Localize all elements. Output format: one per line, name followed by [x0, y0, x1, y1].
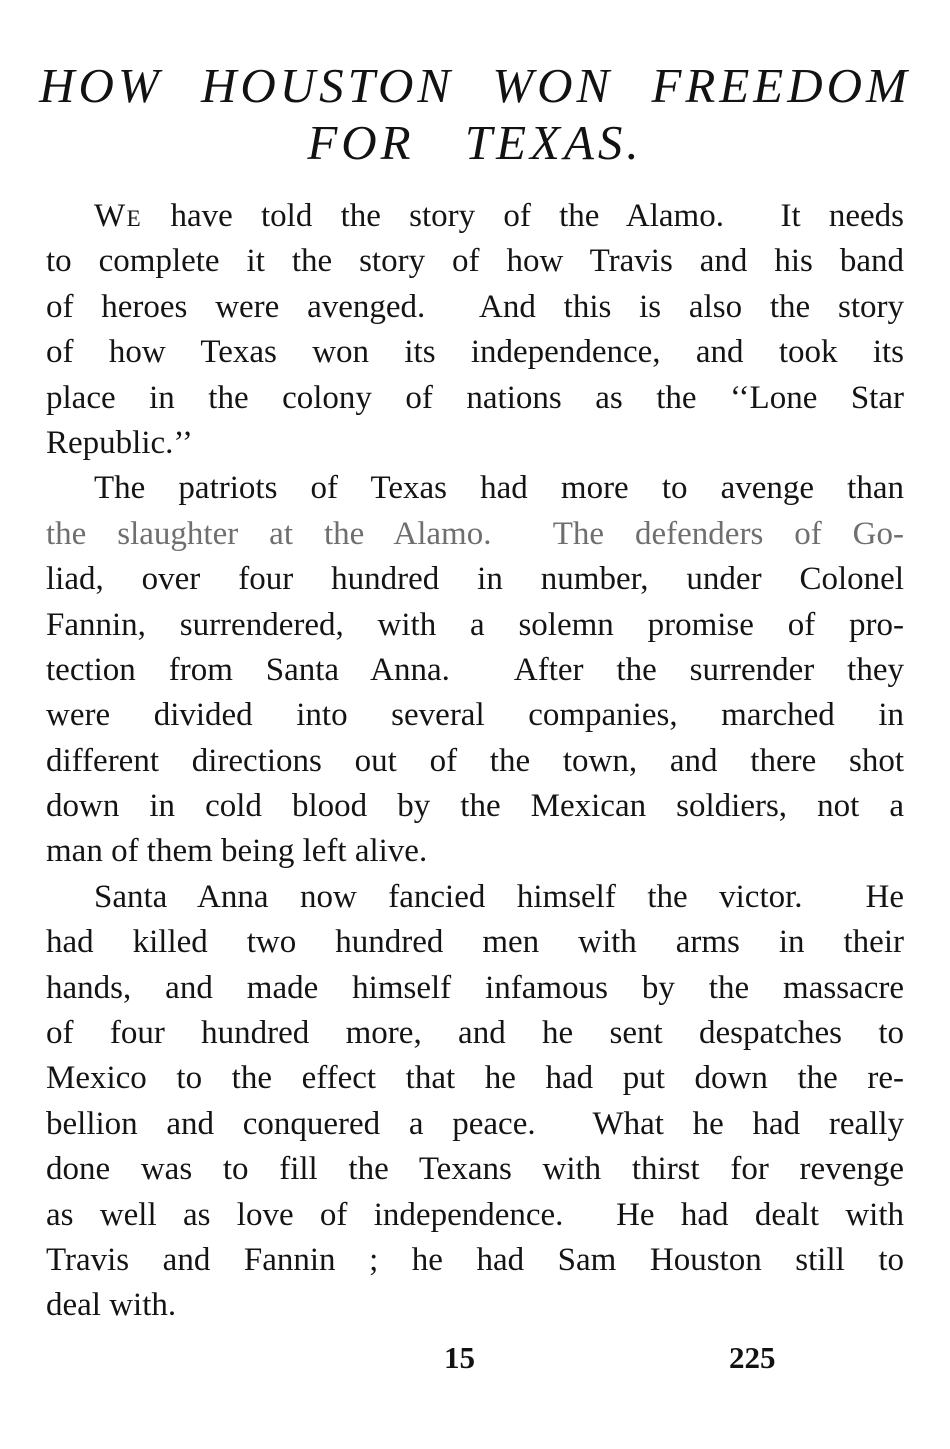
- text-line: bellion and conquered a peace. What he had really: [46, 1105, 904, 1142]
- text-line: were divided into several companies, marched in: [46, 697, 904, 734]
- text-line: of how Texas won its independence, and took its: [46, 334, 904, 371]
- text-line: The patriots of Texas had more to avenge than: [94, 470, 904, 507]
- text-line: place in the colony of nations as the ‘‘Lone Star: [46, 379, 904, 416]
- paragraph: [46, 194, 904, 466]
- text-line: Travis and Fannin ; he had Sam Houston still to: [46, 1241, 904, 1278]
- chapter-title-line2: FOR TEXAS.: [307, 115, 643, 170]
- text-line: as well as love of independence. He had dealt with: [46, 1196, 904, 1233]
- body-text: [46, 194, 904, 1329]
- text-line: of heroes were avenged. And this is also the story: [46, 288, 904, 325]
- text-line: done was to fill the Texans with thirst for revenge: [46, 1151, 904, 1188]
- text-line: to complete it the story of how Travis and his band: [46, 243, 904, 280]
- text-line-rest: have told the story of the Alamo. It needs: [142, 198, 904, 234]
- text-line: Mexico to the effect that he had put down the re-: [46, 1060, 904, 1097]
- paragraph: [46, 875, 904, 1329]
- text-line: the slaughter at the Alamo. The defenders of Go-: [46, 515, 904, 552]
- text-line: of four hundred more, and he sent despatches to: [46, 1015, 904, 1052]
- page-number: 225: [729, 1340, 776, 1375]
- signature-number: 15: [444, 1340, 475, 1375]
- text-line: Republic.’’: [46, 424, 193, 461]
- text-line: different directions out of the town, and there shot: [46, 742, 904, 779]
- text-line: tection from Santa Anna. After the surrender they: [46, 651, 904, 688]
- text-line: [46, 194, 904, 239]
- text-line: Santa Anna now fancied himself the victor. He: [94, 878, 904, 915]
- opening-smallcaps: We: [94, 198, 143, 234]
- chapter-title-line1: HOW HOUSTON WON FREEDOM: [39, 58, 911, 113]
- text-line: hands, and made himself infamous by the massacre: [46, 969, 904, 1006]
- text-line: down in cold blood by the Mexican soldiers, not a: [46, 788, 904, 825]
- text-line: liad, over four hundred in number, under Colonel: [46, 561, 904, 598]
- text-line: man of them being left alive.: [46, 833, 428, 870]
- text-line: deal with.: [46, 1287, 177, 1324]
- text-line: had killed two hundred men with arms in their: [46, 924, 904, 961]
- chapter-title: [0, 58, 950, 171]
- text-line: Fannin, surrendered, with a solemn promise of pro-: [46, 606, 904, 643]
- paragraph: [46, 466, 904, 875]
